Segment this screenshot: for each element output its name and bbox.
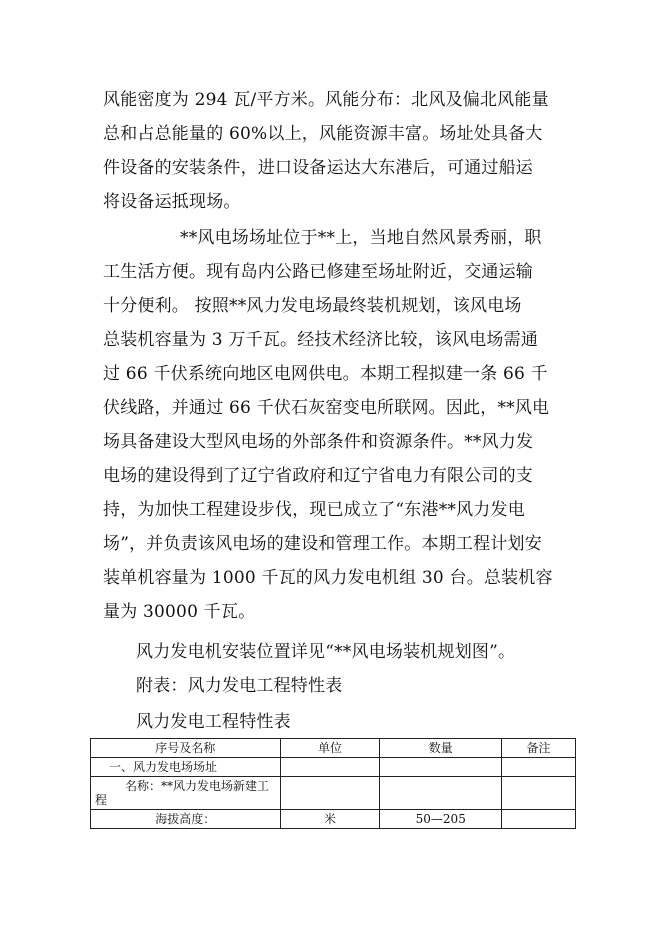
table-cell — [502, 810, 576, 829]
paragraph-line: 总和占总能量的 60%以上，风能资源丰富。场址处具备大 — [103, 124, 543, 144]
paragraph-line: 风力发电机安装位置详见“**风电场装机规划图”。 — [136, 642, 516, 662]
paragraph-line: 过 66 千伏系统向地区电网供电。本期工程拟建一条 66 千 — [103, 364, 548, 384]
table-cell: 50—205 — [380, 810, 502, 829]
header-remark: 备注 — [502, 739, 576, 758]
paragraph-line: 电场的建设得到了辽宁省政府和辽宁省电力有限公司的支 — [103, 466, 533, 486]
paragraph-line: 工生活方便。现有岛内公路已修建至场址附近，交通运输 — [103, 262, 533, 282]
paragraph-line: 量为 30000 千瓦。 — [103, 602, 256, 622]
paragraph-line: **风电场场址位于**上，当地自然风景秀丽，职 — [180, 228, 542, 248]
table-cell — [280, 758, 380, 777]
paragraph-line: 十分便利。 按照**风力发电场最终装机规划，该风电场 — [103, 296, 522, 316]
paragraph-line: 将设备运抵现场。 — [103, 192, 241, 212]
table-cell: 海拔高度： — [91, 810, 281, 829]
header-name: 序号及名称 — [91, 739, 281, 758]
table-cell: 名称：**风力发电场新建工程 — [91, 777, 281, 810]
table-title: 风力发电工程特性表 — [136, 712, 291, 732]
spec-table — [90, 738, 576, 829]
table-cell: 一、风力发电场场址 — [91, 758, 281, 777]
table-row — [91, 758, 576, 777]
header-unit: 单位 — [280, 739, 380, 758]
table-cell — [380, 758, 502, 777]
table-cell — [502, 758, 576, 777]
header-quantity: 数量 — [380, 739, 502, 758]
table-cell — [502, 777, 576, 810]
paragraph-line: 风能密度为 294 瓦/平方米。风能分布：北风及偏北风能量 — [103, 90, 549, 110]
paragraph-line: 装单机容量为 1000 千瓦的风力发电机组 30 台。总装机容 — [103, 568, 553, 588]
table-header-row — [91, 739, 576, 758]
table-cell: 米 — [280, 810, 380, 829]
paragraph-line: 件设备的安装条件，进口设备运达大东港后，可通过船运 — [103, 158, 533, 178]
paragraph-line: 持，为加快工程建设步伐，现已成立了“东港**风力发电 — [103, 500, 525, 520]
table-cell — [380, 777, 502, 810]
table-row — [91, 810, 576, 829]
paragraph-line: 总装机容量为 3 万千瓦。经技术经济比较，该风电场需通 — [103, 330, 539, 350]
paragraph-line: 场”，并负责该风电场的建设和管理工作。本期工程计划安 — [103, 534, 542, 554]
appendix-label: 附表：风力发电工程特性表 — [136, 676, 343, 696]
paragraph-line: 伏线路，并通过 66 千伏石灰窑变电所联网。因此，**风电 — [103, 398, 550, 418]
table-cell — [280, 777, 380, 810]
table-row — [91, 777, 576, 810]
paragraph-line: 场具备建设大型风电场的外部条件和资源条件。**风力发 — [103, 432, 534, 452]
